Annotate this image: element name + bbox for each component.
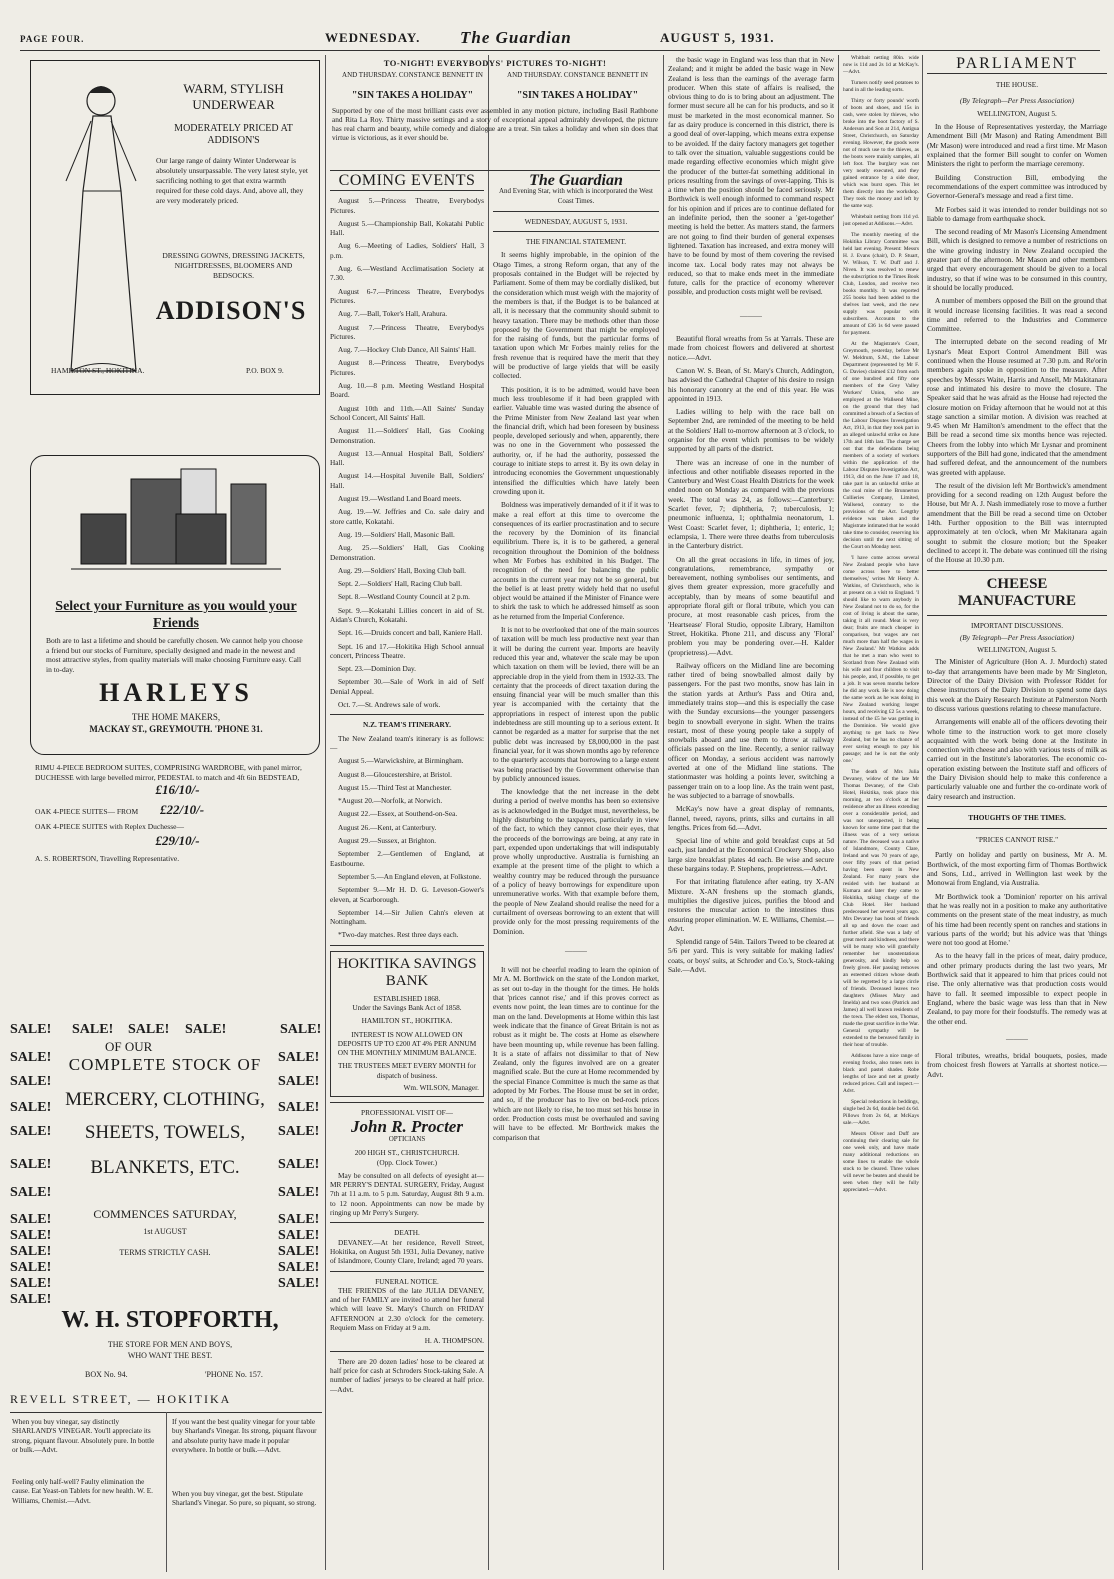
thoughts-paragraph: Floral tributes, wreaths, bridal bouquets, posies, made from choicest fresh flowers at Yarralls at shortest notice.—Advt. [927, 1051, 1107, 1079]
procter-head: PROFESSIONAL VISIT OF— [361, 1108, 453, 1118]
column-5 [843, 55, 919, 1570]
event-item: Aug. 19.—Soldiers' Hall, Masonic Ball. [338, 529, 455, 539]
lady-illustration [41, 71, 151, 386]
procter-opp: (Opp. Clock Tower.) [376, 1157, 438, 1167]
sale-word: SALE! [10, 1100, 52, 1115]
addisons-subtitle: MODERATELY PRICED AT ADDISON'S [174, 123, 293, 146]
team-item: *Two-day matches. Rest three days each. [338, 930, 459, 940]
cheese-paragraph: Arrangements will enable all of the officers devoting their whole time to the instruction work to get more closely acquainted with the work being done at the Institute in connection with cheese and also with various tests of milk as carried out in the Institute's laboratories. The economic co-operation existing between the Institute staff and officers of the Dairy Division should help to make this conference a particularly valuable one and further the co-ordinate work of dairy research and instruction. [927, 717, 1107, 801]
stopforth-terms: TERMS STRICTLY CASH. [119, 1248, 211, 1257]
news-item: Railway officers on the Midland line are becoming rather tired of being snowballed almost daily by passengers. For the past two months, snow has lain in the station yards at Arthur's Pass and Otira and, immediately trains stop—and this is especially the case with the Sunday excursions—the younger passengers begin to snowball everyone in sight. When the trains restart, most of these young people take a supply of snowballs aboard and use them to throw at railway officials passed on the line. Recently, a senior railway officer on Monday, a serious accident was narrowly averted at one of the Midland line stations. The stationmaster was holding a points lever, switching a passenger train on to a loop line. As the train went past, he was subjected to a barrage of snowballs. [668, 660, 834, 800]
procter-logo: John R. Procter [351, 1116, 463, 1136]
column-2 [330, 172, 484, 1572]
column-4: the basic wage in England was less than that in New Zealand; and it might be added the basic wage in New Zealand is less than the earnings of the average farm producer. When this state of affairs is realised, the obvious thing to do is to bring about an adjustment. The former must secure all he can for his products, and so it must be marketed in the most economical manner. So far as dairy produce is concerned in this district, there is a good deal of over-lapping, which means extra expense to be avoided. If the dairy factory managers get together to talk over the situation, valuable suggestions could be made regarding effective economies which might give the producer of the butter-fat something additional in prices resulting from the savings of over-lapping. This is a time when the position should be faced seriously. Mr Borthwick is well enough informed to command respect for his opinion and if prices are to continue deflated for an indefinite period, then the sooner a 'get-together' meeting is held the better. As matters stand, the farmers are not going to find their burden of general expenses lightened. Taxation has increased, and extra money will have to be found by most of them covering the revised income tax. Local body rates may not always be reduced, so that to make ends meet in the immediate future, calls for the practice of economy wherever possible, and production costs might well be revised. ——— Beautiful floral wreaths from 5s at Yarrals. These are made from choicest flowers and delivered at shortest notice.—Advt. Canon W. S. Bean, of St. Mary's Church, Addington, has advised the Cathedral Chapter of his desire to resign his honorary canonry at the end of this year. He was appointed in 1913. Ladies willing to help with the race ball on September 2nd, are reminded of the meeting to be held at the Soldiers' Hall to-morrow afternoon at 3 o'clock, to organise for the event which promises to be widely supported by all parts of the district. There was an increase of one in the number of infectious and other notifiable diseases reported in the Canterbury and West Coast Health Districts for the week ended noon on Monday as compared with the previous week. The total was 24, as follows:—Canterbury: Scarlet fever, 7; diphtheria, 7; tuberculosis, 1; pneumonic influenza, 1; ophthalmia neonatorum, 1. West Coast: Scarlet fever, 1; diphtheria, 1; enteric, 1; eclampsia, 1. There were three deaths from tuberculosis in the Canterbury district. On all the great occasions in life, in times of joy, congratulations, remembrance, sympathy or bereavement, nothing symbolises our sentiments, and gives them greater expression, more gracefully and acceptably, than by means of some beautiful and appropriate floral gift or floral tribute, which you can procure, at most reasonable cash prices, from the 'Heartsease' Floral Studio, opposite Library, Hamilton Street, Hokitika. Phone 211, and discuss any 'Floral' problem you may be pondering over.—H. Kalder (proprietress).—Advt. Railway officers on the Midland line are becoming rather tired of being snowballed almost daily by passengers. For the past two months, snow has lain in the station yards at Arthur's Pass and Otira and, immediately trains stop—and this is especially the case with the Sunday excursions—the younger passengers begin to snowball everyone in sight. When the trains restart, most of these young people take a supply of snowballs aboard and use them to throw at railway officials passed on the line. Recently, a senior railway officer on Monday, a serious accident was narrowly averted at one of the Midland line stations. The stationmaster was holding a points lever, switching a passenger train on to a loop line. As the train went past, he was subjected to a barrage of snowballs. McKay's now have a great display of remnants, flannel, tweed, rayons, prints, silks and curtains in all lengths. Prices from 6d.—Advt. Special line of white and gold breakfast cups at 5d each, just landed at the Economical Crockery Shop, also large size breakfast plates 4d each. Be wise and secure these bargains today. P. Stephens, proprietress.—Advt. For that irritating flatulence after eating, try X-AN Mixture. X-AN freshens up the stomach glands, multiplies the digestive juices, purifies the blood and restores the muscular action to the intestines thus ensuring proper elimination. W. E. Williams, Chemist.—Advt. Splendid range of 54in. Tailors Tweed to be cleared at 5/6 per yard. This is very suitable for making ladies' coats, or boys' suits, at Schroder and Co.'s, Stock-taking Sale.—Advt. [668, 55, 834, 975]
team-item: September 14.—Sir Julien Cahn's eleven at Nottingham. [330, 907, 484, 927]
news-item: McKay's now have a great display of remnants, flannel, tweed, rayons, prints, silks and curtains in all lengths. Prices from 6d.—Advt. [668, 804, 834, 832]
parliament-dateline: WELLINGTON, August 5. [977, 108, 1057, 118]
event-item: Oct. 7.—St. Andrews sale of work. [338, 700, 441, 710]
event-item: Sept. 9.—Kokatahi Lillies concert in aid of St. Aidan's Church, Kokatahi. [330, 605, 484, 624]
sale-word: SALE! [10, 1276, 52, 1291]
cheese-sub: IMPORTANT DISCUSSIONS. [970, 620, 1064, 630]
sale-word: SALE! [10, 1124, 52, 1139]
event-item: Aug 6.—Meeting of Ladies, Soldiers' Hall, 3 p.m. [330, 241, 484, 260]
parliament-paragraph: In the House of Representatives yesterday, the Marriage Amendment Bill (Mr Mason) and Rating Amendment Bill (Mr Mason) were introduced and read a first time. Mr Mason explained that the former Bill sought to confer on Women Ministers the right to perform the marriage ceremony. [927, 122, 1107, 169]
stopforth-line4: BLANKETS, ETC. [90, 1157, 240, 1178]
sale-word: SALE! [10, 1050, 52, 1065]
event-item: Aug. 7.—Ball, Toker's Hall, Arahura. [338, 309, 448, 319]
sale-word: SALE! [278, 1074, 320, 1089]
stopforth-phone: 'PHONE No. 157. [205, 1370, 263, 1379]
column-rule [838, 55, 839, 1570]
news-item: Beautiful floral wreaths from 5s at Yarrals. These are made from choicest flowers and delivered at shortest notice.—Advt. [668, 334, 834, 362]
sale-word: SALE! [278, 1100, 320, 1115]
sale-word: SALE! [72, 1022, 114, 1037]
yeaston-ad: Feeling only half-well? Faulty elimination the cause. Eat Yeast-on Tablets for new health. W. E. Williams, Chemist.—Advt. [12, 1478, 153, 1505]
pictures-body: Supported by one of the most brilliant casts ever assembled in any motion picture, including Basil Rathbone and Rita La Roy. Thirty massive settings and a story of exceptional appeal admirably developed, the picture has real charm and beauty, while comedy and dialogue are a treat. Sin takes a holiday and when sin does that virtue is victorious, as it ever should be. [332, 106, 658, 142]
column-rule [663, 55, 664, 1570]
parliament-paragraph: A number of members opposed the Bill on the ground that it would increase licensing facilities. It was read a second time and referred to the Industries and Commerce Committee. [927, 296, 1107, 334]
hose-sale: There are 20 dozen ladies' hose to be cleared at half price for cash at Schroders Stock-taking Sale. A number of ladies' jerseys to be cleared at half price.—Advt. [330, 1356, 484, 1394]
news-item: The death of Mrs Julia Devaney, widow of the late Mr Thomas Devaney, of the Club Hotel, Hokitika, took place this morning, at two o'clock at her residence after an illness extending over a considerable period, and was not unexpected, it being known for some time past that the illness was of a very serious nature. The deceased was a native of Islandmore, County Clare, Ireland and was 70 years of age, over fifty years of that period having been spent in New Zealand. For many years she resided with her husband at Kumara and later they came to Hokitika, taking charge of the Club Hotel. Her husband predeceased her several years ago. Mrs Devaney has hosts of friends all up and down the coast and further afield. She was a lady of great merit and kindness, and there will be many who will gratefully remember her unostentatious generosity, and kindly help so freely given. Her passing removes an esteemed citizen whose death will be regretted by a large circle of friends. Deceased leaves two daughters (Misses Mary and Imelda) and two sons (Patrick and James) all well known residents of the town. The eldest son, Thomas, made the great sacrifice in the War. General sympathy will be extended to the bereaved family in their hour of trouble. [843, 769, 919, 1048]
vinegar-ad-a: When you buy vinegar, say distinctly SHARLAND'S VINEGAR. You'll appreciate its strong, piquant flavour. Absolutely pure. In bottle or bulk.—Advt. [12, 1418, 155, 1454]
event-item: August 5.—Championship Ball, Kokatahi Public Hall. [330, 218, 484, 238]
vinegar-ad-b: If you want the best quality vinegar for your table buy Sharland's Vinegar. Its strong, piquant flavour and absolute purity have made it popular everywhere. In bottle or bulk.—Advt. [172, 1418, 317, 1454]
rimu-price1: £16/10/- [155, 782, 200, 797]
news-item: Messrs Oliver and Duff are continuing their clearing sale for one week only, and have made many additional reductions on some lines to enable the whole stock to be cleared. Three values will never be beaten and should be seen when they will be fully appreciated.—Advt. [843, 1131, 919, 1193]
sale-word: SALE! [10, 1244, 52, 1259]
parliament-byline: (By Telegraph—Per Press Association) [959, 95, 1075, 105]
parliament-paragraph: The interrupted debate on the second reading of Mr Lysnar's Meat Export Control Amendment Bill was continued when the House resumed at 7.30 p.m. and Re'orin members again spoke in opposition to the measure. After speeches by Messrs Waite, Harris and Ansell, Mr Makitanara rose and intimated his desire to move the closure. The Speaker said that he was afraid as the House had rejected the closure motion on Friday afternoon that he would not at this stage sanction a similar motion. A division was reached at 9.45 when Mr Hamilton's amendment to the effect that the Bill be read a second time six months hence was rejected. Cheers from the lobby into which Mr Lysnar and prominent supporters of the Bill had gone, indicated that the amendment had suffered defeat, and the announcement of the numbers was greeted with applause. [927, 337, 1107, 477]
savings-trustees: THE TRUSTEES MEET EVERY MONTH for dispatch of business. [338, 1061, 476, 1080]
sale-word: SALE! [10, 1228, 52, 1243]
thoughts-paragraph: As to the heavy fall in the prices of meat, dairy produce, and other primary products during the last two years, Mr Borthwick said that it appeared to him that prices could not rise. The only alternative was that production costs would have to fall. It seemed impossible to expect people in England, where the basic wage was less than that in New Zealand, to pay more for their foodstuffs. The remedy was at the other end. [927, 951, 1107, 1026]
sale-word: SALE! [278, 1050, 320, 1065]
team-item: September 5.—An England eleven, at Folkstone. [338, 871, 482, 881]
sale-word: SALE! [10, 1292, 52, 1307]
editorial-paragraph: This position, it is to be admitted, would have been much less troublesome if it had been grappled with earlier. Valuable time was wasted during the absence of the Prime Minister from New Zealand last year when the financial drift, which had been foreseen by business people, developed seriously and when, apparently, there was no one in the Government who possessed the authority, or, if he had the authority, possessed the courage to initiate steps to arrest it. By its own delay in introducing economies the Government unquestionably intensified the difficulties which have lately been crowding upon it. [493, 384, 659, 496]
team-item: September 2.—Gentlemen of England, at Eastbourne. [330, 849, 484, 868]
team-item: August 22.—Essex, at Southend-on-Sea. [338, 809, 458, 819]
savings-bank-ad [330, 951, 484, 1098]
film-title-right: "SIN TAKES A HOLIDAY" [516, 90, 639, 101]
film-title-left: "SIN TAKES A HOLIDAY" [351, 90, 474, 101]
stopforth-street: REVELL STREET, — HOKITIKA [10, 1392, 232, 1406]
news-item: The monthly meeting of the Hokitika Library Committee was held last evening. Present: Messrs H. J. Evans (chair), D. P. Stuart, W. Wilson, T. W. Duff and J. Niven. It was resolved to renew the subscription to the Times Book Club, London, and receive two books monthly. It was reported 255 books had been added to the shelves last week, and the new supply was popular with subscribers. Accounts to the amount of £36 1s 6d were passed for payment. [843, 232, 919, 336]
death-title: DEATH. [394, 1228, 420, 1238]
pictures-right: AND THURSDAY. CONSTANCE BENNETT IN [507, 71, 648, 79]
column-rule [325, 55, 326, 1570]
column-6: PARLIAMENT THE HOUSE. (By Telegraph—Per Press Association) WELLINGTON, August 5. In the House of Representatives yesterday, the Marriage Amendment Bill (Mr Mason) and Rating Amendment Bill (Mr Mason) were introduced and read a first time. Mr Mason explained that the former Bill sought to confer on Women Ministers the right to perform the marriage ceremony. Building Construction Bill, embodying the recommendations of the expert committee was introduced by Governor-General's message and read a first time. Mr Forbes said it was intended to render buildings not so liable to damage from earthquake shock. The second reading of Mr Mason's Licensing Amendment Bill, which is designed to remove a number of restrictions on the wine growing industry in New Zealand occupied the greater part of the afternoon. Mr Mason and other members urged that every encouragement should be given to a local industry, so that if wine was to be consumed in this country, it should be locally produced. A number of members opposed the Bill on the ground that it would increase licensing facilities. It was read a second time and referred to the Industries and Commerce Committee. The interrupted debate on the second reading of Mr Lysnar's Meat Export Control Amendment Bill was continued when the House resumed at 7.30 p.m. and Re'orin members again spoke in opposition to the measure. After speeches by Messrs Waite, Harris and Ansell, Mr Makitanara rose and intimated his desire to move the closure. The Speaker said that he was afraid as the House had rejected the closure motion on Friday afternoon that he would not at this stage sanction a similar motion. A division was reached at 9.45 when Mr Hamilton's amendment to the effect that the Bill be read a second time six months hence was rejected. Cheers from the lobby into which Mr Lysnar and prominent supporters of the Bill had gone, indicated that the amendment had suffered defeat, and the announcement of the numbers was greeted with applause. The result of the division left Mr Borthwick's amendment providing for a second reading on 12th August before the House, but Mr A. J. Nash immediately rose to move a further amendment that the Bill be read a second time on October 14th. Further opposition to the Bill was interrupted approximately at ten o'clock, when Mr Makitanara again sought to submit the closure motion; but the Speaker declined to accept it. The debate was continued till the rising of the House at 10.30 p.m. CHEESE MANUFACTURE IMPORTANT DISCUSSIONS. (By Telegraph—Per Press Association) WELLINGTON, August 5. The Minister of Agriculture (Hon A. J. Murdoch) stated to-day that arrangements have been made by Mr Singleton, Director of the Dairy Division with Professor Riddet for cheese instructors of the Dairy Division to spend some days this week at the Dairy Research Institute at Palmerston North to discuss various questions relating to cheese manufacture. Arrangements will enable all of the officers devoting their whole time to the instruction work to get more closely acquainted with the work being done at the Institute in connection with cheese and also with various tests of milk as carried out in the Institute's laboratories. The economic co-operation existing between the Institute staff and officers of the Dairy Division should help to make this conference a particularly valuable one and further the co-ordinate work of dairy research and instruction. THOUGHTS OF THE TIMES. "PRICES CANNOT RISE." Partly on holiday and partly on business, Mr A. M. Borthwick, of the most exporting firm of Thomas Borthwick and Sons, Ltd., arrived in Wellington last week by the Monowai from England, via Australia. Mr Borthwick took a 'Dominion' reporter on his arrival that he was really not in a position to make any authoritative comments on the present state of the meat industry, as much of his time had been recently spent on ranches and stations in various parts of the world; but his advice was that 'things were not too good at Home.' As to the heavy fall in the prices of meat, dairy produce, and other primary products during the last two years, Mr Borthwick said that it appeared to him that prices could not rise. The only alternative was that production costs would have to fall. It seemed impossible to expect people in England, where the basic wage was less than that in New Zealand, to pay more for their foodstuffs. The remedy was at the other end. ——— Floral tributes, wreaths, bridal bouquets, posies, made from choicest fresh flowers at Yarralls at shortest notice.—Advt. [927, 55, 1107, 1079]
team-itinerary-title: N.Z. TEAM'S ITINERARY. [363, 720, 451, 730]
stopforth-line2: MERCERY, CLOTHING, [65, 1089, 265, 1110]
editorial-sub: And Evening Star, with which is incorporated the West Coast Times. [499, 187, 653, 205]
event-item: August 10th and 11th.—All Saints' Sunday School Concert, All Saints' Hall. [330, 403, 484, 422]
rimu-price3: £29/10/- [155, 833, 200, 848]
rimu-line3: OAK 4-PIECE SUITES with Replex Duchesse— [35, 822, 184, 831]
header-day: WEDNESDAY. [325, 30, 421, 45]
column-3: The Guardian And Evening Star, with which is incorporated the West Coast Times. WEDNESDAY, AUGUST 5, 1931. THE FINANCIAL STATEMENT. It seems highly improbable, in the opinion of the Otago Times, a strong Reform organ, that any of the proposals contained in the Budget will be rejected by Parliament. Some of them may be cordially disliked, but the consideration which must weigh with the majority of the members is that, if the Budget is to be balanced at all, it is necessary that the community should submit to heavy taxation. There may be methods other than those proposed by the Government that might be employed for the raising of funds, but the particular forms of taxation upon which Mr Forbes mainly relies for the fresh revenue that is required have the merit that they will be productive of large yields that will be easily collected. This position, it is to be admitted, would have been much less troublesome if it had been grappled with earlier. Valuable time was wasted during the absence of the Prime Minister from New Zealand last year when the financial drift, which had been foreseen by business people, developed seriously and when, apparently, there was no one in the Government who possessed the authority, or, if he had the authority, possessed the courage to initiate steps to arrest it. By its own delay in introducing economies the Government unquestionably intensified the difficulties which have lately been crowding upon it. Boldness was imperatively demanded of it if it was to make a real effort at this time to overcome the consequences of its earlier procrastination and to secure the recovery by the Dominion of its financial equilibrium. There is, it is to be gathered, a general recognition throughout the Dominion of the boldness when Mr Forbes has exhibited in his Budget. The recognition of the need for balancing the public accounts in the current year may not be so general, but the belief is at least pretty widely held that no useful object would be attained if the Minister of Finance were to shirk the task to which he addressed himself as soon as he returned from the Imperial Conference. It is not to be overlooked that one of the main sources of taxation will be much less productive next year than it will be during the current year. Imports are heavily reduced this year and, whatever the scale may be upon which taxation on them will be levied, there will be an appreciable drop in the yield from them in 1932-33. The certainty that the proceeds of direct taxation during the ensuing financial year will be much smaller than this year is accompanied with the certainty that the appropriations in respect of interest upon the public indebtedness are still mounting up to a serious extent. It cannot be regarded as a matter for surprise that the net public debt was increased by £8,000,000 in the past financial year, for it was shown months ago by reference to the quarterly accounts that borrowing to a large extent was being practised by the Government otherwise than by publicly announced issues. The knowledge that the net increase in the debt during a period of twelve months has been so extensive as is acknowledged in the Budget must, nevertheless, be highly disturbing to the taxpayers, particularly in view of the fact, to which they cannot close their eyes, that the proceeds of the borrowings are being, at any rate in part, expended upon undertakings that will indisputably prove wholly unproductive. Australia is furnishing an example at the present time of the plight to which a wealthy country may be reduced through the pursuance of a policy of heavy borrowings for expenditure upon unremunerative works. With that example before them, the people of New Zealand should realise the need for a curtailment of overseas borrowing to an extent that will provide only for the most pressing requirements of the Dominion. ——— It will not be cheerful reading to learn the opinion of Mr A. M. Borthwick on the state of the London market, as set out to-day in the thought for the times. He holds that 'prices cannot rise,' and if this proves correct as events now point, the lean times are to continue for the man on the land. Developments at Home within this last week indicate that the finance of Great Britain is not as robust as it might be. The costs at Home as elsewhere have been mounting up, while revenue has been falling. It is a state of affairs not dissimilar to that of New Zealand, only the figures involved are on a greater magnified scale. But the cure at Home recommended by the special Finance Committee is much the same as that adopted by Mr Forbes. The House must be set in order, and so, if the producer has to live on bed-rock prices which are not likely to rise, he too must set his house in order. Production costs must be overhauled and saving will have to be effected. Mr Borthwick makes the comparison that [493, 172, 659, 1142]
rimu-line1: RIMU 4-PIECE BEDROOM SUITES, COMPRISING WARDROBE, with panel mirror, DUCHESSE with large bevelled mirror, PEDESTAL to match and 4ft 6in BEDSTEAD, [35, 763, 302, 782]
news-item: Special reductions in beddings, single bed 2s 6d, double bed 4s 6d. Pillows from 2s 6d, at McKays sale.—Advt. [843, 1099, 919, 1126]
event-item: Sept. 23.—Dominion Day. [338, 664, 416, 674]
harleys-body: Both are to last a lifetime and should be carefully chosen. We cannot help you choose a friend but our stocks of Furniture, specially designed and made in the newest and most attractive styles, from quality materials will make choosing Furniture easy. Call in to-day. [46, 636, 303, 674]
rimu-rep: A. S. ROBERTSON, Travelling Representative. [35, 854, 180, 863]
thoughts-paragraph: Partly on holiday and partly on business, Mr A. M. Borthwick, of the most exporting firm of Thomas Borthwick and Sons, Ltd., arrived in Wellington last week by the Monowai from England, via Australia. [927, 850, 1107, 888]
sale-word: SALE! [278, 1228, 320, 1243]
harleys-address: MACKAY ST., GREYMOUTH. 'PHONE 31. [89, 724, 263, 734]
addisons-name: ADDISON'S [155, 296, 307, 325]
harleys-name: HARLEYS [99, 678, 253, 707]
savings-interest: INTEREST IS NOW ALLOWED ON DEPOSITS UP TO £200 AT 4% PER ANNUM ON THE MONTHLY MINIMUM BALANCE. [337, 1029, 477, 1058]
funeral-title: FUNERAL NOTICE. [375, 1276, 439, 1286]
event-item: August 19.—Westland Land Board meets. [338, 494, 462, 504]
sale-word: SALE! [10, 1185, 52, 1200]
news-item: Whitebait netting from 11d yd. just opened at Addisons.—Advt. [843, 214, 919, 227]
thoughts-paragraph: Mr Borthwick took a 'Dominion' reporter on his arrival that he was really not in a position to make any authoritative comments on the present state of the meat industry, as much of his time had been recently spent on ranches and stations in various parts of the world; but his advice was that 'things were not too good at Home.' [927, 891, 1107, 948]
savings-title: HOKITIKA SAVINGS BANK [337, 955, 477, 989]
sale-word: SALE! [278, 1157, 320, 1172]
team-item: August 5.—Warwickshire, at Birmingham. [338, 756, 464, 766]
event-item: August 13.—Annual Hospital Ball, Soldiers' Hall. [330, 448, 484, 468]
stopforth-commences: COMMENCES SATURDAY, [93, 1207, 237, 1221]
stopforth-box: BOX No. 94. [85, 1370, 128, 1379]
news-item: Special line of white and gold breakfast cups at 5d each, just landed at the Economical Crockery Shop, also large size breakfast plates 4d each. Be wise and secure these bargains today. P. Stephens, proprietress.—Advt. [668, 836, 834, 874]
editorial-paragraph: It seems highly improbable, in the opinion of the Otago Times, a strong Reform organ, that any of the proposals contained in the Budget will be rejected by Parliament. Some of them may be cordially disliked, but the consideration which must weigh with the majority of the members is that, if the Budget is to be balanced at all, it is necessary that the community should submit to heavy taxation. There may be methods other than those proposed by the Government that might be employed for the raising of funds, but the particular forms of taxation upon which Mr Forbes mainly relies for the fresh revenue that is required have the merit that they will be productive of large yields that will be easily collected. [493, 250, 659, 381]
event-item: Aug. 25.—Soldiers' Hall, Gas Cooking Demonstration. [330, 543, 484, 562]
news-item: Thirty or forty pounds' worth of boots and shoes, and 15s in cash, were stolen by thieves, who broke into the boot factory of S. Anderson and Son at 214, Antigua Street, Christchurch, on Saturday evening. However, the goods were not of much use to the thieves, as the boots were mainly samples, all left foot. The burglary was not very neatly executed, and they gained entrance by a side door, which was burst open. This let them directly into the workshop. They took the money and left by the same way. [843, 98, 919, 209]
event-item: Sept. 16.—Druids concert and ball, Kaniere Hall. [338, 628, 483, 638]
team-item: August 15.—Third Test at Manchester. [338, 782, 452, 792]
editorial-paragraph: The knowledge that the net increase in the debt during a period of twelve months has been so extensive as is acknowledged in the Budget must, nevertheless, be highly disturbing to the taxpayers, particularly in view of the fact, to which they cannot close their eyes, that the proceeds of the borrowings are being, at any rate in part, expended upon undertakings that will indisputably prove wholly unproductive. Australia is furnishing an example at the present time of the plight to which a wealthy country may be reduced through the pursuance of a policy of heavy borrowings for expenditure upon unremunerative works. With that example before them, the people of New Zealand should realise the need for a curtailment of overseas borrowing to an extent that will provide only for the most pressing requirements of the Dominion. [493, 787, 659, 936]
page-number: PAGE FOUR. [20, 34, 85, 44]
stopforth-tag1: THE STORE FOR MEN AND BOYS, [107, 1340, 233, 1349]
event-item: Aug. 10.—8 p.m. Meeting Westland Hospital Board. [330, 381, 484, 400]
editorial-paragraph: It will not be cheerful reading to learn the opinion of Mr A. M. Borthwick on the state of the London market, as set out to-day in the thought for the times. He holds that 'prices cannot rise,' and if this proves correct as events now point, the lean times are to continue for the man on the land. Developments at Home within this last week indicate that the finance of Great Britain is not as robust as it might be. The costs at Home as elsewhere have been mounting up, while revenue has been falling. It is a state of affairs not dissimilar to that of New Zealand, only the figures involved are on a greater magnified scale. But the cure at Home recommended by the special Finance Committee is much the same as that adopted by Mr Forbes. The House must be set in order, and so, if the producer has to live on bed-rock prices which are not likely to rise, he too must set his house in order. Production costs must be overhauled and saving will have to be effected. Mr Borthwick makes the comparison that [493, 965, 659, 1142]
event-item: Aug. 29.—Soldiers' Hall, Boxing Club ball. [338, 565, 466, 575]
event-item: August 14.—Hospital Juvenile Ball, Soldiers' Hall. [330, 471, 484, 490]
stopforth-ad [10, 1022, 322, 1412]
news-item: the basic wage in England was less than that in New Zealand; and it might be added the basic wage in New Zealand is less than the earnings of the average farm producer. When this state of affairs is realised, the obvious thing to do is to bring about an adjustment. The former must secure all he can for his products, and so it must be marketed in the most economical manner. So far as dairy produce is concerned in this district, there is a good deal of over-lapping, which means extra expense to be avoided. If the dairy factory managers get together to talk over the situation, valuable suggestions could be made regarding effective economies which might give the producer of the butter-fat something additional in prices resulting from the savings of over-lapping. This is a time when the position should be faced seriously. Mr Borthwick is well enough informed to command respect for his opinion and if prices are to continue deflated for an indefinite period, then the sooner a 'get-together' meeting is held the better. As matters stand, the farmers are not going to find their burden of general expenses lightened. Taxation has increased, and extra money will have to be found by most of them covering the revised income tax. Local body rates may not always be reduced, so that to make ends meet in the immediate future, calls for the practice of economy wherever possible, and production costs might well be revised. [668, 55, 834, 297]
cheese-byline: (By Telegraph—Per Press Association) [959, 632, 1075, 642]
stopforth-tag2: WHO WANT THE BEST. [127, 1351, 213, 1360]
sale-word: SALE! [278, 1212, 320, 1227]
sale-word: SALE! [278, 1244, 320, 1259]
rimu-ad [35, 763, 320, 864]
savings-sig: Wm. WILSON, Manager. [403, 1083, 479, 1093]
team-item: August 29.—Sussex, at Brighton. [338, 836, 437, 846]
savings-act: Under the Savings Bank Act of 1858. [352, 1003, 462, 1012]
team-item: September 9.—Mr H. D. G. Leveson-Gower's eleven, at Scarborough. [330, 885, 484, 904]
addisons-box: P.O. BOX 9. [246, 366, 284, 375]
parliament-title: PARLIAMENT [956, 55, 1078, 72]
addisons-body: Our large range of dainty Winter Underwear is absolutely unsurpassable. The very latest style, yet sacrificing nothing to get that extra warmth required for these cold days. And, above all, they are very moderately priced. [156, 156, 308, 205]
pictures-head: TO-NIGHT! EVERYBODYS' PICTURES TO-NIGHT! [383, 58, 607, 68]
event-item: Aug. 6.—Westland Acclimatisation Society at 7.30. [330, 264, 484, 283]
harleys-ad [30, 455, 320, 755]
cheese-dateline: WELLINGTON, August 5. [977, 645, 1057, 655]
page-header [20, 28, 1100, 51]
stopforth-name: W. H. STOPFORTH, [61, 1307, 279, 1333]
news-item: At the Magistrate's Court, Greymouth, yesterday, before Mr W. Meldrum, S.M., the Labour Department (represented by Mr F. G. Davies) claimed £12 from each of one hundred and fifty one members of the Grey Valley Workers' Union, who are employed at the Wallsend Mine, on the ground that they had committed a breach of a Section of the Labour Disputes Investigation Act, 1913, in that they took part in an alleged unlawful strike on June 17th and 18th last. The charge set out that the defendants being members of a society of workers within the application of the Labour Disputes Investigation Act, 1913, did on the June 17 and 18, take part in an unlawful strike at the coal mine of the Brunnerton Collieries Company, Limited, Wallsend, contrary to the provisions of the Act. Lengthy evidence was taken and the Magistrate intimated that he would take time to consider, reserving his decision until the next sitting of the Court on Monday next. [843, 341, 919, 550]
news-item: For that irritating flatulence after eating, try X-AN Mixture. X-AN freshens up the stomach glands, multiplies the digestive juices, purifies the blood and restores the muscular action to the intestines thus ensuring proper elimination. W. E. Williams, Chemist.—Advt. [668, 877, 834, 933]
sale-word: SALE! [278, 1260, 320, 1275]
sale-word: SALE! [185, 1022, 227, 1037]
parliament-paragraph: Building Construction Bill, embodying the recommendations of the expert committee was introduced by Governor-General's message and read a first time. [927, 172, 1107, 201]
event-item: August 11.—Soldiers' Hall, Gas Cooking Demonstration. [330, 426, 484, 445]
addisons-title: WARM, STYLISH UNDERWEAR [183, 81, 284, 112]
event-item: Sept. 8.—Westland County Council at 2 p.m. [338, 592, 470, 602]
event-item: August 6-7.—Princess Theatre, Everybodys Pictures. [330, 286, 484, 305]
cheese-title: CHEESE MANUFACTURE [957, 575, 1077, 609]
sale-word: SALE! [10, 1260, 52, 1275]
news-item: On all the great occasions in life, in times of joy, congratulations, remembrance, sympathy or bereavement, nothing symbolises our sentiments, and gives them greater expression, more gracefully and acceptably, than by means of some beautiful and appropriate floral gift or floral tribute, which you can procure, at most reasonable cash prices, from the 'Heartsease' Floral Studio, opposite Library, Hamilton Street, Hokitika. Phone 211, and discuss any 'Floral' problem you may be pondering over.—H. Kalder (proprietress).—Advt. [668, 554, 834, 657]
stopforth-date: 1st AUGUST [143, 1227, 187, 1236]
news-item: Turners notify seed potatoes to hand in all the leading sorts. [843, 80, 919, 93]
news-item: Splendid range of 54in. Tailors Tweed to be cleared at 5/6 per yard. This is very suitable for making ladies' coats, or boys' suits, at Schroder and Co.'s, Stock-taking Sale.—Advt. [668, 937, 834, 975]
pictures-ad [330, 58, 660, 171]
addisons-items: DRESSING GOWNS, DRESSING JACKETS, NIGHTDRESSES, BLOOMERS AND BEDSOCKS. [162, 251, 305, 280]
parliament-sub: THE HOUSE. [995, 80, 1039, 90]
parliament-paragraph: The second reading of Mr Mason's Licensing Amendment Bill, which is designed to remove a number of restrictions on the wine growing industry in New Zealand occupied the greater part of the afternoon. Mr Mason and other members urged that every encouragement should be given to a local industry, so that if wine was to be consumed in this country, it should be locally produced. [927, 227, 1107, 292]
news-item: 'I have come across several New Zealand people who have come across here to better themselves,' writes Mr Henry A. Watkins, of Christchurch, who is at present on a visit to England. 'I should like to warn anybody in New Zealand not to do so, for the cost of living is about the same, taking it all round. Meat is very dear; fruits are much cheaper in comparison, but wages are not much more than half the wages in New Zealand.' Mr Watkins adds that he met a man who went to Scotland from New Zealand with his wife and four children to visit his people, and, if possible, to get a job. It was seven months before he did any work. He is now doing the same work as he was doing in New Zealand working longer hours, and receiving £2 5s a week, instead of the £5 he was getting in the Dominion. 'He would give anything to get back to New Zealand, but he has no chance of ever saving enough to pay his passage; and he is not the only one.' [843, 555, 919, 764]
harleys-headline: Select your Furniture as you would your Friends [55, 599, 297, 631]
news-item: Addisons have a nice range of evening frocks, also tones nets in black and pastel shades. Robe lengths of lace and net at greatly reduced prices. Call and inspect.—Advt. [843, 1053, 919, 1094]
procter-body: May be consulted on all defects of eyesight at— MR PERRY'S DENTAL SURGERY, Friday, August 7th at 11 a.m. to 5 p.m. Saturday, August 8th 9 a.m. to 12 noon. Appointments can now be made by ringing up Mr Perry's Surgery. [330, 1170, 484, 1218]
procter-addr: 200 HIGH ST., CHRISTCHURCH. [354, 1148, 460, 1158]
editorial-paragraph: Boldness was imperatively demanded of it if it was to make a real effort at this time to overcome the consequences of its earlier procrastination and to secure the recovery by the Dominion of its financial equilibrium. There is, it is to be gathered, a general recognition throughout the Dominion of the boldness when Mr Forbes has exhibited in his Budget. The recognition of the need for balancing the public accounts in the current year may not be so general, but the belief is at least pretty widely held that no useful object would be attained if the Minister of Finance were to shirk the task to which he addressed himself as soon as he returned from the Imperial Conference. [493, 500, 659, 621]
sale-word: SALE! [10, 1074, 52, 1089]
news-item: There was an increase of one in the number of infectious and other notifiable diseases reported in the Canterbury and West Coast Health Districts for the week ended noon on Monday as compared with the previous week. The total was 24, as follows:—Canterbury: Scarlet fever, 7; diphtheria, 7; tuberculosis, 1; pneumonic influenza, 1; ophthalmia neonatorum, 1. West Coast: Scarlet fever, 1; diphtheria, 1; enteric, 1; eclampsia, 1. There were three deaths from tuberculosis in the Canterbury district. [668, 457, 834, 551]
editorial-date: WEDNESDAY, AUGUST 5, 1931. [524, 216, 628, 226]
death-notice: DEVANEY.—At her residence, Revell Street, Hokitika, on August 5th 1931, Julia Devaney, native of Islandmore, County Clare, Ireland; aged 70 years. [330, 1237, 484, 1266]
team-item: August 26.—Kent, at Canterbury. [338, 822, 437, 832]
sale-word: SALE! [280, 1022, 322, 1037]
rimu-price2: £22/10/- [160, 802, 205, 817]
team-item: August 8.—Gloucestershire, at Bristol. [338, 769, 452, 779]
sale-word: SALE! [128, 1022, 170, 1037]
sale-word: SALE! [278, 1276, 320, 1291]
header-masthead: The Guardian [460, 28, 572, 47]
event-item: Sept. 2.—Soldiers' Hall, Racing Club ball. [338, 579, 462, 589]
news-item: Ladies willing to help with the race ball on September 2nd, are reminded of the meeting to be held at the Soldiers' Hall to-morrow afternoon at 3 o'clock, to organise for the event which promises to be widely supported by all parts of the district. [668, 407, 834, 454]
parliament-paragraph: The result of the division left Mr Borthwick's amendment providing for a second reading on 12th August before the House, but Mr A. J. Nash immediately rose to move a further amendment that the Bill be read a second time on October 14th. Further opposition to the Bill was interrupted approximately at ten o'clock, when Mr Makitanara again sought to submit the closure motion; but the Speaker declined to accept it. The debate was continued till the rising of the House at 10.30 p.m. [927, 480, 1107, 565]
pictures-left: AND THURSDAY. CONSTANCE BENNETT IN [342, 71, 483, 79]
sale-word: SALE! [10, 1022, 52, 1037]
harleys-tag: THE HOME MAKERS, [131, 712, 221, 722]
vinegar-ad-d: When you buy vinegar, get the best. Stipulate Sharland's Vinegar. So pure, so piquant, so strong. [172, 1490, 317, 1508]
sale-word: SALE! [278, 1124, 320, 1139]
cheese-paragraph: The Minister of Agriculture (Hon A. J. Murdoch) stated to-day that arrangements have been made by Mr Singleton, Director of the Dairy Division with Professor Riddet for cheese instructors of the Dairy Division to spend some days this week at the Dairy Research Institute at Palmerston North to discuss various questions relating to cheese manufacture. [927, 657, 1107, 713]
sale-word: SALE! [10, 1212, 52, 1227]
funeral-notice: THE FRIENDS of the late JULIA DEVANEY, and of her FAMILY are invited to attend her funeral which will leave St. Mary's Church on FRIDAY AFTERNOON at 2.30 o'clock for the cemetery. Requiem Mass on Friday at 9 a.m. [330, 1285, 484, 1333]
thoughts-title: THOUGHTS OF THE TIMES. [968, 812, 1066, 822]
team-item: *August 20.—Norfolk, at Norwich. [338, 796, 443, 806]
team-intro: The New Zealand team's itinerary is as follows:— [330, 733, 484, 752]
event-item: August 5.—Princess Theatre, Everybodys Pictures. [330, 196, 484, 215]
event-item: Sept. 16 and 17.—Hokitika High School annual concert, Princess Theatre. [330, 641, 484, 660]
thoughts-sub: "PRICES CANNOT RISE." [975, 835, 1059, 845]
editorial-paragraph: It is not to be overlooked that one of the main sources of taxation will be much less productive next year than it will be during the current year. Imports are heavily reduced this year and, whatever the scale may be upon which taxation on them will be levied, there will be an appreciable drop in the yield from them in 1932-33. The certainty that the proceeds of direct taxation during the ensuing financial year will be much smaller than this year is accompanied with the certainty that the appropriations in respect of interest upon the public indebtedness are still mounting up to a serious extent. It cannot be regarded as a matter for surprise that the net public debt was increased by £8,000,000 in the past financial year, for it was shown months ago by reference to the quarterly accounts that borrowing to a large extent was being practised by the Government otherwise than by publicly announced issues. [493, 625, 659, 783]
sale-word: SALE! [10, 1157, 52, 1172]
editorial-title: THE FINANCIAL STATEMENT. [525, 237, 627, 247]
event-item: Aug. 7.—Hockey Club Dance, All Saints' Hall. [338, 345, 476, 355]
parliament-paragraph: Mr Forbes said it was intended to render buildings not so liable to damage from earthquake shock. [927, 204, 1107, 223]
news-item: Whitbait netting 80in. wide now is 11d and 2s 1d at McKay's.—Advt. [843, 55, 919, 75]
of-our: OF OUR [105, 1039, 153, 1054]
column-rule [488, 55, 489, 1570]
savings-addr: HAMILTON ST., HOKITIKA. [361, 1016, 453, 1026]
event-item: August 8.—Princess Theatre, Everybodys Pictures. [330, 358, 484, 377]
funeral-sig: H. A. THOMPSON. [424, 1336, 484, 1346]
rimu-line2: OAK 4-PIECE SUITES— FROM [35, 807, 139, 816]
news-item: Canon W. S. Bean, of St. Mary's Church, Addington, has advised the Cathedral Chapter of his desire to resign his honorary canonry at the end of this year. He was appointed in 1913. [668, 365, 834, 403]
coming-events-title: COMING EVENTS [338, 172, 476, 189]
sale-word: SALE! [278, 1185, 320, 1200]
addisons-ad [30, 60, 320, 395]
editorial-masthead: The Guardian [529, 172, 623, 189]
event-item: September 30.—Sale of Work in aid of Self Denial Appeal. [330, 677, 484, 696]
event-item: August 7.—Princess Theatre, Everybodys Pictures. [330, 322, 484, 341]
stopforth-line3: SHEETS, TOWELS, [84, 1122, 246, 1143]
furniture-illustration [71, 464, 281, 574]
savings-est: ESTABLISHED 1868. [373, 993, 441, 1003]
stopforth-line1: COMPLETE STOCK OF [68, 1055, 262, 1074]
event-item: Aug. 19.—W. Jeffries and Co. sale dairy and store cattle, Kokatahi. [330, 507, 484, 526]
addisons-address: HAMILTON ST., HOKITIKA. [51, 366, 145, 375]
header-date: AUGUST 5, 1931. [660, 30, 775, 45]
procter-sub: OPTICIANS [388, 1134, 426, 1143]
